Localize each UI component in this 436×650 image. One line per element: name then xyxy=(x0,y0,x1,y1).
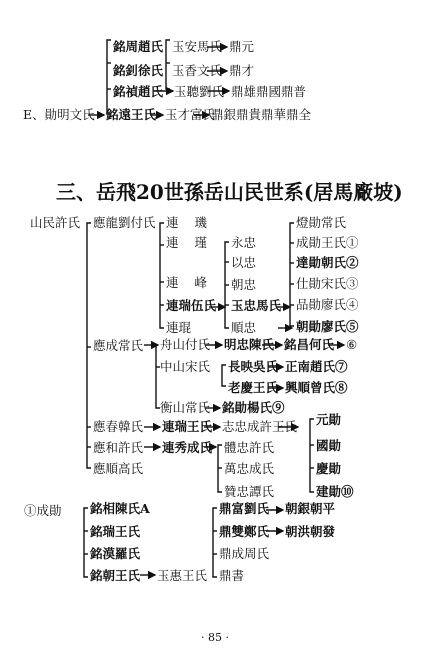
name-mingrui-wang: 銘瑞王氏 xyxy=(90,524,141,539)
name-lianjin: 連 瑾 xyxy=(166,235,213,250)
name-qingxun: 慶勛 xyxy=(316,461,342,476)
page-number: · 85 · xyxy=(201,631,229,644)
name-yongzhong: 永忠 xyxy=(231,235,257,250)
name-yucai-fu: 玉才富氏 xyxy=(165,107,216,122)
name-yinghe: 應和許氏 xyxy=(93,440,144,455)
name-changying-wu: 長映吳氏 xyxy=(228,359,279,374)
name-yuzhong-ma: 玉忠馬氏 xyxy=(231,298,282,313)
name-guoxun: 國勛 xyxy=(316,438,342,453)
name-chaoyin-chaoping: 朝銀朝平 xyxy=(285,501,336,516)
name-yuanxun: 元勛 xyxy=(316,412,342,427)
name-dingcheng-zhou: 鼎成周氏 xyxy=(219,546,270,561)
name-chaohong-chaofa: 朝洪朝發 xyxy=(285,524,336,539)
name-mingzhao-xu: 銘釗徐氏 xyxy=(113,63,164,78)
name-dingxiong-group: 鼎雄鼎國鼎普 xyxy=(231,84,307,99)
name-mingzhen-zhao: 銘禎趙氏 xyxy=(113,84,164,99)
name-dingyuan: 鼎元 xyxy=(229,39,255,54)
section-title: 三、岳飛20世孫岳山民世系(居馬廠坡) xyxy=(56,180,403,204)
name-lianji: 連 璣 xyxy=(166,215,213,230)
name-mingchao-wang: 銘朝王氏 xyxy=(90,568,141,583)
name-laoqing-wang: 老慶王氏 xyxy=(228,380,279,395)
name-dingcai: 鼎才 xyxy=(229,63,255,78)
name-mingzhong-chen: 明忠陳氏 xyxy=(224,337,275,352)
name-tizhong-xu: 體忠許氏 xyxy=(224,440,275,455)
name-jianxun: 建勛⑩ xyxy=(316,484,354,499)
name-xingshun-zeng: 興順曾氏⑧ xyxy=(285,380,348,395)
name-pinxun: 品勛廖氏④ xyxy=(296,297,359,312)
name-yizhong: 以忠 xyxy=(231,255,257,270)
name-chaozhong: 朝忠 xyxy=(231,277,257,292)
name-zhongshan-song: 中山宋氏 xyxy=(160,359,211,374)
name-dingshuang-zheng: 鼎雙鄭氏 xyxy=(219,524,270,539)
name-yingcheng: 應成常氏 xyxy=(93,338,144,353)
name-yuhui-wang: 玉惠王氏 xyxy=(157,568,208,583)
name-daxun: 達勛朝氏② xyxy=(296,255,359,270)
name-dingshu: 鼎書 xyxy=(219,568,245,583)
name-mingxiang-chen: 銘相陳氏A xyxy=(90,501,150,516)
name-zhengnan-zhao: 正南趙氏⑦ xyxy=(285,359,348,374)
name-lianxiu-cheng: 連秀成氏 xyxy=(162,440,213,455)
name-circle-six: ⑥ xyxy=(346,337,358,352)
name-yingchun: 應春韓氏 xyxy=(93,419,144,434)
name-hengshan-chang: 衡山常氏 xyxy=(160,400,211,415)
name-dingfu-liu: 鼎富劉氏 xyxy=(219,501,270,516)
name-yuting-liu: 玉聽劉氏 xyxy=(174,84,225,99)
name-chengxun: 成勛王氏① xyxy=(296,235,359,250)
name-chengxun-root: ①成勛 xyxy=(24,503,62,518)
name-shunzhong: 順忠 xyxy=(231,320,257,335)
name-mingmo-luo: 銘漠羅氏 xyxy=(90,546,141,561)
name-mingyuan-wang: 銘遠王氏 xyxy=(106,107,157,122)
name-mingxun-yang: 銘勛楊氏⑨ xyxy=(222,400,285,415)
name-shanmin-xu: 山民許氏 xyxy=(30,215,81,230)
name-wanzhong-cheng: 萬忠成氏 xyxy=(224,461,275,476)
name-yinglong: 應龍劉付氏 xyxy=(93,215,156,230)
name-zhoushan-fu: 舟山付氏 xyxy=(160,337,211,352)
name-lianrui-wang: 連瑞王氏 xyxy=(162,419,213,434)
name-chaoxun: 朝勛廖氏⑤ xyxy=(296,319,359,334)
name-yingshun: 應順高氏 xyxy=(93,461,144,476)
name-mingzhou-zhao: 銘周趙氏 xyxy=(113,39,164,54)
name-dingyin-group: 鼎銀鼎貴鼎華鼎全 xyxy=(211,107,312,122)
name-yuan-ma: 玉安馬氏 xyxy=(172,39,223,54)
name-yuxiang-wen: 玉香文氏 xyxy=(172,63,223,78)
name-lianfeng: 連 峰 xyxy=(166,275,213,290)
name-mingchang-he: 銘昌何氏 xyxy=(284,337,335,352)
name-zhizhong: 志忠成許王氏 xyxy=(222,419,298,434)
name-lianrui-wu: 連瑞伍氏 xyxy=(166,298,217,313)
name-e-xunming-wen: E、勛明文氏 xyxy=(23,107,95,122)
name-liankun: 連琨 xyxy=(166,320,192,335)
name-shixun: 仕勛宋氏③ xyxy=(296,276,359,291)
name-dengxun: 燈勛常氏 xyxy=(296,215,347,230)
name-zanzhong-tan: 贊忠譚氏 xyxy=(224,484,275,499)
